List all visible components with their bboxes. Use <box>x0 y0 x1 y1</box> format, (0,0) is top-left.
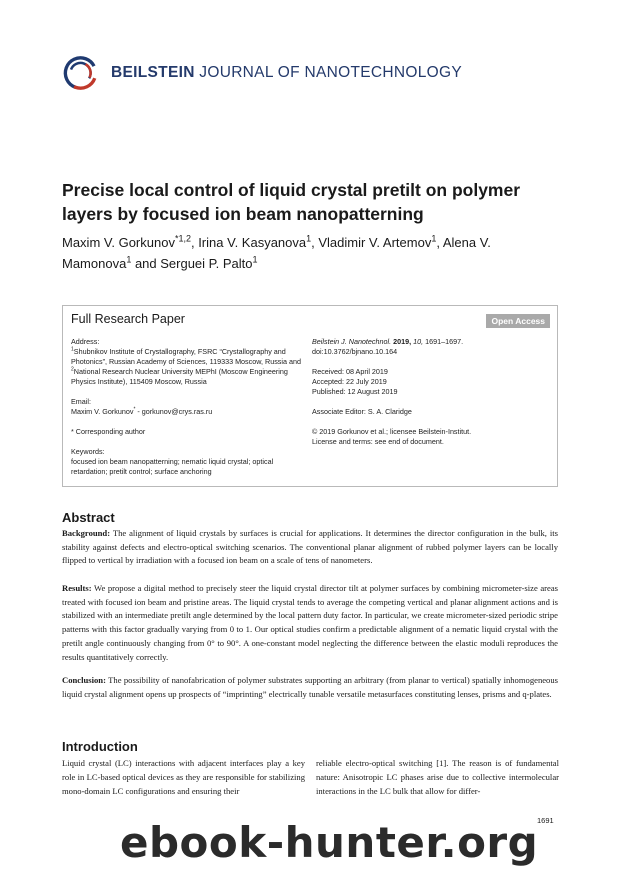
author-name: , Irina V. Kasyanova <box>190 235 307 250</box>
page-number: 1691 <box>537 816 554 825</box>
info-right-column <box>312 337 552 447</box>
corresponding-note: * Corresponding author <box>71 427 146 436</box>
watermark: ebook-hunter.org <box>120 818 539 867</box>
author-name: Maxim V. Gorkunov <box>62 235 175 250</box>
affiliation-sup: 1 <box>126 254 132 265</box>
address-text: $^1$Shubnikov Institute of Crystallography, FSRC “Crystallography and Photonics”, Russian Academy of Sciences, 119333 Moscow, Russia and $^2$National Research Nuclear University MEPhI (Moscow Engineering Physics Institute), 115409 Moscow, Russia <box>71 346 301 386</box>
abstract-results: Results: We propose a digital method to precisely steer the liquid crystal director tilt at polymer surfaces by combining micrometer-size areas treated with focused ion beam and pristine areas. The liquid crystal tends to average the competing vertical and planar alignment actions and is stabilized with an intermediate pretilt angle determined by the local pattern duty factor. In particular, we create micrometer-sized periodic stripe patterns with this factor gradually varying from 0 to 1. Our optical studies confirm a predictable alignment of a nematic liquid crystal with the pretilt angle continuously changing from 0° to 90°. A one-constant model neglecting the difference between the elastic moduli reproduces the results quantitatively correctly. <box>62 583 558 662</box>
author-name: and Serguei P. Palto <box>131 256 253 271</box>
affiliation-sup: 1 <box>306 233 312 244</box>
keywords-label: Keywords: <box>71 447 105 456</box>
affiliation-sup: 1 <box>252 254 258 265</box>
article-type: Full Research Paper <box>71 312 185 326</box>
email-label: Email: <box>71 397 91 406</box>
doi-link[interactable]: doi:10.3762/bjnano.10.164 <box>312 347 398 356</box>
journal-logo <box>62 50 462 96</box>
affiliation-sup: 1 <box>431 233 437 244</box>
copyright-line: © 2019 Gorkunov et al.; licensee Beilstein-Institut. <box>312 427 472 436</box>
published-date: Published: 12 August 2019 <box>312 387 398 396</box>
email-link[interactable]: - gorkunov@crys.ras.ru <box>135 407 213 416</box>
introduction-heading: Introduction <box>62 739 138 754</box>
address-label: Address: <box>71 337 100 346</box>
citation: Beilstein J. Nanotechnol. 2019, 10, 1691–1697. <box>312 337 464 346</box>
abstract-conclusion: Conclusion: The possibility of nanofabrication of polymer substrates supporting an arbitrary (from planar to vertical) spatially inhomogeneous liquid crystal alignment opens up prospects of “imprinting” electrically tunable versatile metasurfaces constituting lenses, prisms and q-plates. <box>62 675 558 699</box>
journal-logo-icon <box>62 51 99 95</box>
abstract-heading: Abstract <box>62 510 115 525</box>
author-list <box>62 232 562 274</box>
article-info-box <box>62 305 558 487</box>
affiliation-sup: *1,2 <box>174 233 191 244</box>
received-date: Received: 08 April 2019 <box>312 367 388 376</box>
info-left-column <box>71 337 301 477</box>
accepted-date: Accepted: 22 July 2019 <box>312 377 387 386</box>
intro-right-column: reliable electro-optical switching [1]. The reason is of fundamental nature: Anisotropic LC phases arise due to collective intermolecular interactions in the LC bulk that allow for differ- <box>316 758 559 796</box>
open-access-badge[interactable]: Open Access <box>486 314 550 328</box>
license-link[interactable]: License and terms: see end of document. <box>312 437 444 446</box>
intro-left-column: Liquid crystal (LC) interactions with adjacent interfaces play a key role in LC-based optical devices as they are responsible for stabilizing mono-domain LC configurations and ensuring their <box>62 758 305 796</box>
email-line: Maxim V. Gorkunov* - gorkunov@crys.ras.ru <box>71 406 213 416</box>
associate-editor: Associate Editor: S. A. Claridge <box>312 407 412 416</box>
keywords-text: focused ion beam nanopatterning; nematic liquid crystal; optical retardation; pretilt control; surface anchoring <box>71 457 274 476</box>
author-name: , Alena V. Mamonova <box>62 235 491 271</box>
article-title: Precise local control of liquid crystal pretilt on polymer layers by focused ion beam nanopatterning <box>62 180 521 224</box>
author-name: , Vladimir V. Artemov <box>311 235 432 250</box>
abstract-background: Background: The alignment of liquid crystals by surfaces is crucial for applications. It determines the director configuration in the bulk, its stability against defects and electro-optical switching scenarios. The conventional planar alignment of rubbed polymer layers can be locally flipped to vertical by irradiation with a focused ion beam on a scale of tens of nanometers. <box>62 528 558 566</box>
journal-name: BEILSTEIN JOURNAL OF NANOTECHNOLOGY <box>111 64 462 81</box>
